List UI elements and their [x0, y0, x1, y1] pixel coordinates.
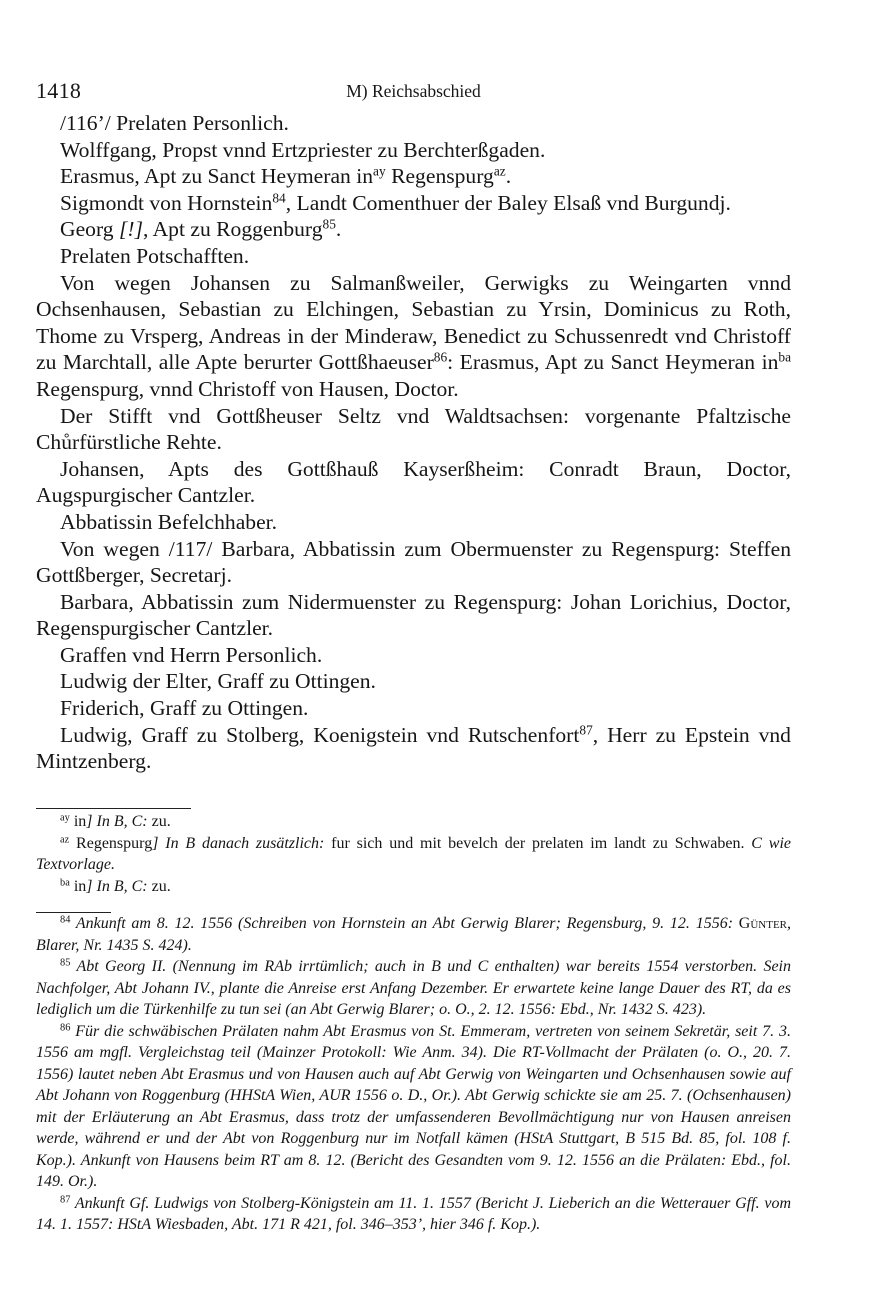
text-paragraph: Der Stifft vnd Gottßheuser Seltz vnd Waldtsachsen: vorgenante Pfaltzische Chůrfürstliche Rehte. — [36, 403, 791, 455]
note-ref: ay — [373, 163, 386, 179]
footnote: $^{87}$ Ankunft Gf. Ludwigs von Stolberg-Königstein am 11. 1. 1557 (Bericht J. Lieberich an die Wetterauer Gff. vom 14. 1. 1557: HStA Wiesbaden, Abt. 171 R 421, fol. 346–353’, hier 346 f. Kop.). — [36, 1193, 791, 1233]
note-ref: ba — [778, 349, 791, 365]
page-number: 1418 — [36, 78, 82, 103]
text-line: Wolffgang, Propst vnnd Ertzpriester zu Berchterßgaden. — [60, 137, 546, 162]
text-paragraph: Johansen, Apts des Gottßhauß Kayserßheim: Conradt Braun, Doctor, Augspurgischer Cantzler. — [36, 456, 791, 508]
text-paragraph: Barbara, Abbatissin zum Nidermuenster zu Regenspurg: Johan Lorichius, Doctor, Regenspurgischer Cantzler. — [36, 589, 791, 641]
note-ref: az — [493, 163, 506, 179]
text-line: Sigmondt von Hornstein$^{84}$, Landt Comenthuer der Baley Elsaß vnd Burgundj. — [60, 190, 731, 215]
text-paragraph: Von wegen /117/ Barbara, Abbatissin zum Obermuenster zu Regenspurg: Steffen Gottßberger, Secretarj. — [36, 536, 791, 588]
apparatus-note: $^{ay}$ in] In B, C: zu. — [60, 812, 171, 830]
text-line: Georg [!], Apt zu Roggenburg$^{85}$. — [60, 217, 342, 242]
footnote: $^{84}$ Ankunft am 8. 12. 1556 (Schreiben von Hornstein an Abt Gerwig Blarer; Regensburg, 9. 12. 1556: Günter, Blarer, Nr. 1435 S. 424). — [36, 914, 792, 954]
main-text — [36, 110, 791, 775]
note-ref: 86 — [433, 349, 448, 365]
running-title: M) Reichsabschied — [346, 81, 481, 101]
text-line: Abbatissin Befelchhaber. — [60, 509, 278, 534]
historical-footnotes — [36, 910, 791, 1236]
text-line: Erasmus, Apt zu Sanct Heymeran $in^{ay}$ Regenspurg$^{az}$. — [60, 163, 512, 189]
note-ref: 84 — [272, 190, 286, 206]
note-ref: 85 — [322, 217, 336, 233]
text-paragraph: Von wegen Johansen zu Salmanßweiler, Gerwigks zu Weingarten vnnd Ochsenhausen, Sebastian zu Elchingen, Sebastian zu Yrsin, Dominicus zu Roth, Thome zu Vrsperg, Andreas in der Minderaw, Benedict zu Schussenredt vnd Christoff zu Marchtall, alle Apte berurter Gottßhaeuser$^{86}$: Erasmus, Apt zu Sanct Heymeran $in^{ba}$ Regenspurg, vnnd Christoff von Hausen, Doctor. — [36, 270, 791, 401]
apparatus-note: $^{az}$ Regenspurg] In B danach zusätzlich: fur sich und mit bevelch der prelaten im landt zu Schwaben. C wie Textvorlage. — [36, 833, 791, 873]
text-line: Prelaten Potschafften. — [60, 243, 250, 268]
footnote: $^{86}$ Für die schwäbischen Prälaten nahm Abt Erasmus von St. Emmeram, vertreten von seinem Sekretär, seit 7. 3. 1556 am mgfl. Vergleichstag teil (Mainzer Protokoll: Wie Anm. 34). Die RT-Vollmacht der Prälaten (o. O., 20. 7. 1556) lautet neben Abt Erasmus und von Hausen auch auf Abt Gerwig von Weingarten und Ochsenhausen sowie auf Abt Johann von Roggenburg (HHStA Wien, AUR 1556 o. D., Or.). Abt Gerwig schickte sie am 25. 7. (Ochsenhausen) mit der Erläuterung an Abt Erasmus, dass trotz der umfassenderen Bevollmächtigung nur von Hausen anreisen werde, während er und der Abt von Roggenburg nur im Notfall kämen (HStA Stuttgart, B 515 Bd. 85, fol. 108 f. Kop.). Ankunft von Hausens beim RT am 8. 12. (Bericht des Gesandten vom 9. 12. 1556 an die Prälaten: Ebd., fol. 149. Or.). — [36, 1021, 792, 1190]
text-line: Friderich, Graff zu Ottingen. — [60, 696, 309, 721]
footnote: $^{85}$ Abt Georg II. (Nennung im RAb irrtümlich; auch in B und C enthalten) war bereits 1554 verstorben. Sein Nachfolger, Abt Johann IV., plante die Anreise erst Anfang Dezember. Er erwartete keine lange Dauer des RT, da es lediglich um die Türkenhilfe zu tun sei (an Abt Gerwig Blarer; o. O., 2. 12. 1556: Ebd., Nr. 1432 S. 423). — [36, 957, 792, 1018]
page-header — [36, 78, 791, 106]
note-ref: 87 — [579, 722, 593, 738]
text-line: Graffen vnd Herrn Personlich. — [60, 642, 323, 667]
apparatus-notes — [36, 808, 791, 897]
apparatus-note: $^{ba}$ in] In B, C: zu. — [60, 876, 171, 895]
text-paragraph: Ludwig, Graff zu Stolberg, Koenigstein vnd Rutschenfort$^{87}$, Herr zu Epstein vnd Mintzenberg. — [36, 722, 791, 774]
text-line: Ludwig der Elter, Graff zu Ottingen. — [60, 669, 376, 694]
text-line: /116’/ Prelaten Personlich. — [60, 111, 289, 135]
